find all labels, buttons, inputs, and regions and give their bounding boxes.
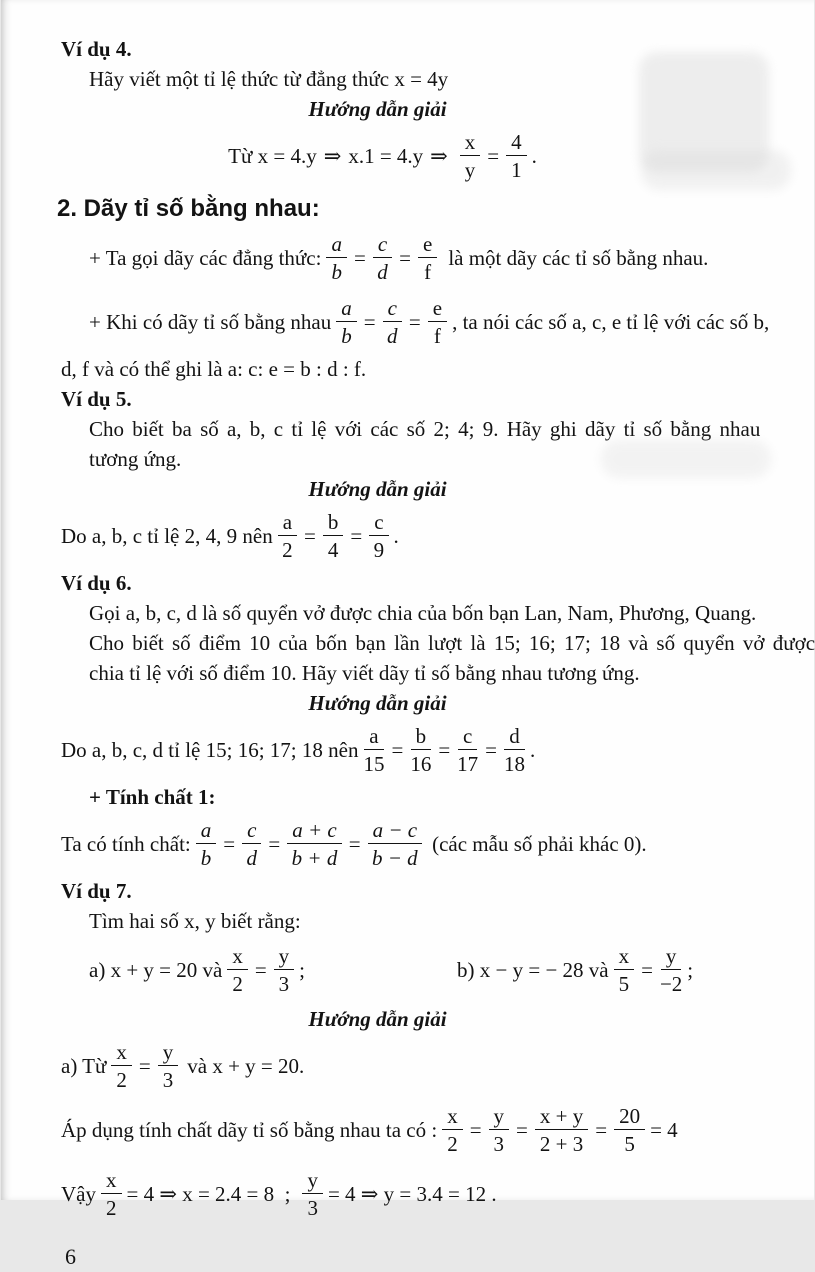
example-7-heading: Ví dụ 7. bbox=[61, 879, 132, 903]
fraction-4-1: $\frac{4}{1}$ bbox=[506, 129, 527, 183]
fraction-a-b: $\frac{a}{b}$ bbox=[336, 295, 357, 349]
equals-symbol: = bbox=[391, 738, 404, 762]
equals-symbol: = bbox=[348, 832, 361, 856]
fraction-d-18: $\frac{d}{18}$ bbox=[504, 724, 525, 776]
page-number: 6 bbox=[65, 1244, 76, 1269]
property-1-heading: + Tính chất 1: bbox=[89, 785, 216, 809]
fraction-c-d: $\frac{c}{d}$ bbox=[373, 231, 392, 285]
equals-symbol: = bbox=[254, 958, 267, 982]
equals-symbol: = bbox=[469, 1118, 482, 1142]
math-text: Từ x = 4.y bbox=[228, 144, 317, 168]
text: là một dãy các tỉ số bằng nhau. bbox=[448, 246, 709, 270]
fraction-x-2: $\frac{x}{2}$ bbox=[442, 1103, 463, 1157]
equals-symbol: = bbox=[350, 524, 363, 548]
equals-symbol: = bbox=[304, 524, 316, 548]
period: . bbox=[531, 144, 537, 168]
fraction-c-17: $\frac{c}{17}$ bbox=[457, 724, 479, 776]
equals-symbol: = bbox=[138, 1054, 151, 1078]
example-5-heading: Ví dụ 5. bbox=[61, 387, 132, 411]
equals-symbol: = bbox=[595, 1118, 608, 1142]
example-6-body-line2: Cho biết số điểm 10 của bốn bạn lần lượt là 15; 16; 17; 18 và số quyển vở được bbox=[89, 631, 815, 655]
example-7-solution-a bbox=[61, 1034, 764, 1098]
text: = 4 ⇒ y = 3.4 = 12 . bbox=[327, 1182, 497, 1206]
fraction-y-3: $\frac{y}{3}$ bbox=[489, 1103, 510, 1157]
text: = 4 ⇒ x = 2.4 = 8 ; bbox=[126, 1182, 291, 1206]
equals-symbol: = bbox=[487, 144, 500, 168]
fraction-x-5: $\frac{x}{5}$ bbox=[614, 943, 635, 997]
fraction-a-b: $\frac{a}{b}$ bbox=[196, 817, 217, 871]
property-1-body bbox=[61, 812, 764, 876]
text: Áp dụng tính chất dãy tỉ số bằng nhau ta có : bbox=[61, 1118, 438, 1142]
fraction-a-b: $\frac{a}{b}$ bbox=[326, 231, 347, 285]
example-6-body-line3: chia tỉ lệ với số điểm 10. Hãy viết dãy tỉ số bằng nhau tương ứng. bbox=[89, 661, 640, 685]
part-a-text: a) x + y = 20 và bbox=[89, 958, 223, 982]
fraction-20-5: $\frac{20}{5}$ bbox=[614, 1103, 645, 1157]
math-text: x.1 = 4.y bbox=[348, 144, 424, 168]
semicolon: ; bbox=[687, 958, 694, 982]
text: và x + y = 20. bbox=[187, 1054, 305, 1078]
text: Do a, b, c, d tỉ lệ 15; 16; 17; 18 nên bbox=[61, 738, 359, 762]
ratio-series-naming-line2: d, f và có thể ghi là a: c: e = b : d : f. bbox=[61, 357, 367, 381]
fraction-x-2: $\frac{x}{2}$ bbox=[101, 1167, 122, 1221]
part-b-text: b) x − y = − 28 và bbox=[457, 958, 609, 982]
text: = 4 bbox=[650, 1118, 678, 1142]
fraction-x-plus-y: $\frac{x + y}{2 + 3}$ bbox=[535, 1103, 588, 1157]
fraction-x-y: $\frac{x}{y}$ bbox=[460, 129, 481, 183]
fraction-e-f: $\frac{e}{f}$ bbox=[428, 295, 447, 349]
textbook-page bbox=[1, 0, 815, 1269]
solution-guide-heading: Hướng dẫn giải bbox=[308, 1007, 447, 1031]
fraction-sum: $\frac{a + c}{b + d}$ bbox=[287, 817, 342, 871]
example-5-body-line1: Cho biết ba số a, b, c tỉ lệ với các số 2; 4; 9. Hãy ghi dãy tỉ số bằng nhau bbox=[89, 417, 761, 441]
example-4-heading: Ví dụ 4. bbox=[61, 37, 132, 61]
fraction-c-9: $\frac{c}{9}$ bbox=[369, 509, 388, 563]
equals-symbol: = bbox=[641, 958, 653, 982]
equals-symbol: = bbox=[408, 310, 421, 334]
text: , ta nói các số a, c, e tỉ lệ với các số b, bbox=[452, 310, 770, 334]
example-7-parts bbox=[61, 936, 764, 1004]
text: + Ta gọi dãy các đẳng thức: bbox=[89, 246, 322, 270]
implies-symbol: ⇒ bbox=[323, 144, 342, 168]
implies-symbol: ⇒ bbox=[430, 144, 448, 168]
text: Vậy bbox=[61, 1182, 96, 1206]
equals-symbol: = bbox=[268, 832, 281, 856]
equals-symbol: = bbox=[485, 738, 497, 762]
fraction-c-d: $\frac{c}{d}$ bbox=[242, 817, 261, 871]
text: Ta có tính chất: bbox=[61, 832, 191, 856]
equals-symbol: = bbox=[399, 246, 411, 270]
example-7-conclusion bbox=[61, 1162, 764, 1226]
text: a) Từ bbox=[61, 1054, 107, 1078]
ratio-series-definition bbox=[61, 226, 764, 290]
period: . bbox=[393, 524, 399, 548]
text: (các mẫu số phải khác 0). bbox=[432, 832, 647, 856]
period: . bbox=[530, 738, 536, 762]
equals-symbol: = bbox=[363, 310, 376, 334]
example-7-body: Tìm hai số x, y biết rằng: bbox=[89, 909, 301, 933]
fraction-c-d: $\frac{c}{d}$ bbox=[383, 295, 402, 349]
fraction-a-2: $\frac{a}{2}$ bbox=[278, 509, 297, 563]
solution-guide-heading: Hướng dẫn giải bbox=[308, 691, 447, 715]
solution-guide-heading: Hướng dẫn giải bbox=[308, 477, 447, 501]
fraction-x-2: $\frac{x}{2}$ bbox=[227, 943, 248, 997]
example-5-solution bbox=[61, 504, 764, 568]
fraction-b-16: $\frac{b}{16}$ bbox=[410, 724, 432, 776]
fraction-x-2: $\frac{x}{2}$ bbox=[111, 1039, 132, 1093]
fraction-y-minus2: $\frac{y}{-2}$ bbox=[659, 944, 683, 996]
equals-symbol: = bbox=[223, 832, 236, 856]
fraction-y-3: $\frac{y}{3}$ bbox=[274, 943, 295, 997]
ratio-series-naming bbox=[61, 290, 770, 354]
semicolon: ; bbox=[299, 958, 306, 982]
example-4-body: Hãy viết một tỉ lệ thức từ đẳng thức x = 4y bbox=[89, 67, 449, 91]
fraction-a-15: $\frac{a}{15}$ bbox=[363, 724, 385, 776]
equals-symbol: = bbox=[516, 1118, 528, 1142]
example-5-body-line2: tương ứng. bbox=[89, 447, 182, 471]
example-6-body-line1: Gọi a, b, c, d là số quyển vở được chia của bốn bạn Lan, Nam, Phương, Quang. bbox=[89, 601, 757, 625]
section-2-heading: 2. Dãy tỉ số bằng nhau: bbox=[57, 195, 320, 222]
example-6-heading: Ví dụ 6. bbox=[61, 571, 132, 595]
solution-guide-heading: Hướng dẫn giải bbox=[308, 97, 447, 121]
example-7-apply-property bbox=[61, 1098, 764, 1162]
fraction-b-4: $\frac{b}{4}$ bbox=[323, 509, 344, 563]
equals-symbol: = bbox=[353, 246, 366, 270]
fraction-diff: $\frac{a - c}{b - d}$ bbox=[368, 817, 423, 871]
example-6-solution bbox=[61, 718, 764, 782]
fraction-y-3: $\frac{y}{3}$ bbox=[302, 1167, 323, 1221]
fraction-e-f: $\frac{e}{f}$ bbox=[418, 231, 437, 285]
fraction-y-3: $\frac{y}{3}$ bbox=[158, 1039, 179, 1093]
text: Do a, b, c tỉ lệ 2, 4, 9 nên bbox=[61, 524, 273, 548]
equals-symbol: = bbox=[438, 738, 451, 762]
example-4-solution bbox=[61, 124, 704, 188]
text: + Khi có dãy tỉ số bằng nhau bbox=[89, 310, 332, 334]
